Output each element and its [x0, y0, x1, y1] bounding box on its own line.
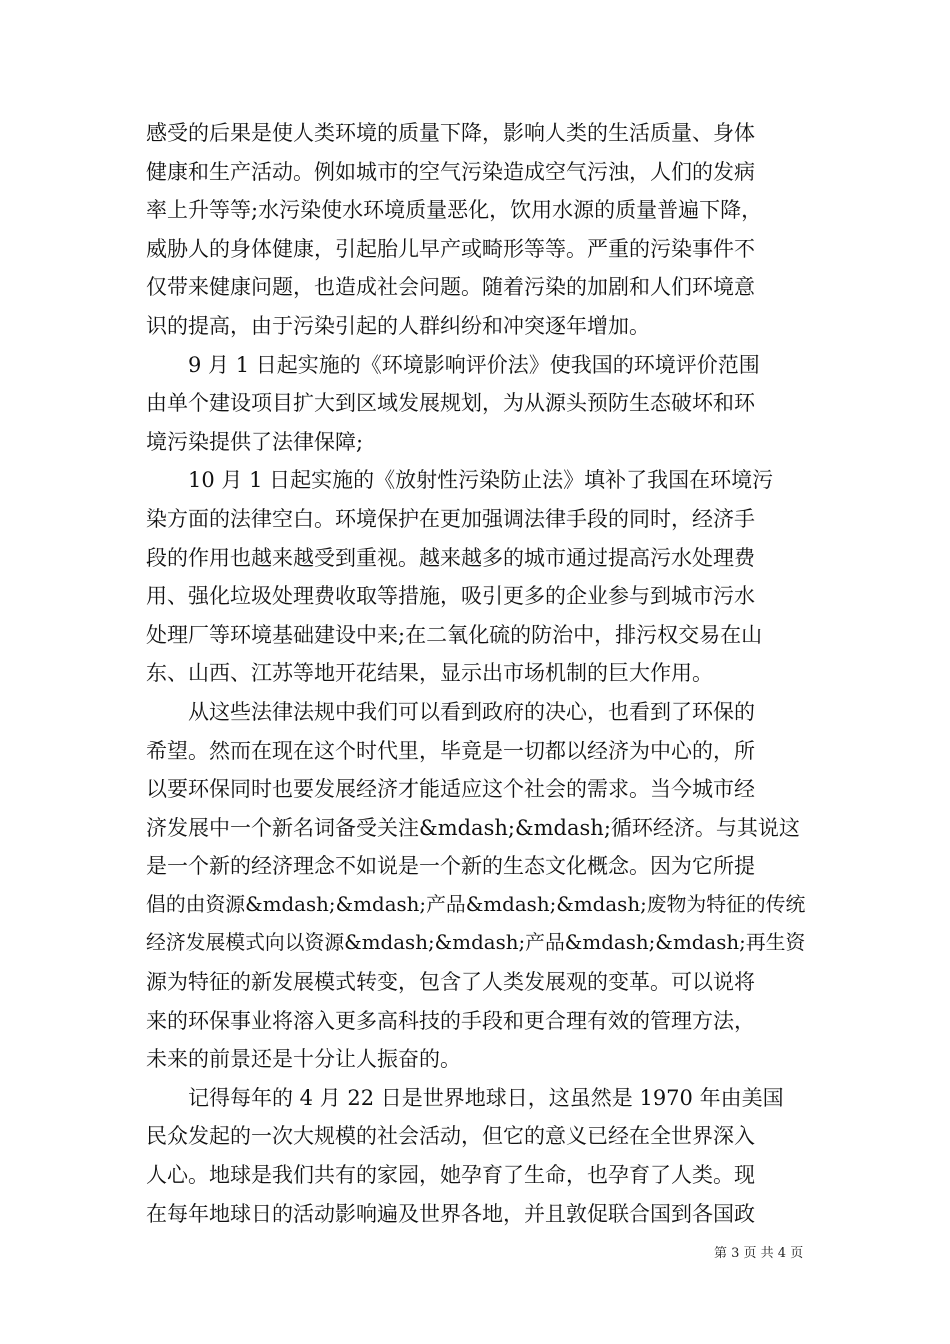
text-line: 9 月 1 日起实施的《环境影响评价法》使我国的环境评价范围 [188, 352, 760, 377]
text-line: 希望。然而在现在这个时代里，毕竟是一切都以经济为中心的，所 [146, 738, 755, 763]
text-line: 处理厂等环境基础建设中来;在二氧化硫的防治中，排污权交易在山 [146, 622, 763, 647]
text-line: 是一个新的经济理念不如说是一个新的生态文化概念。因为它所提 [146, 854, 755, 879]
page-number-footer: 第 3 页 共 4 页 [714, 1246, 804, 1261]
text-line: 识的提高，由于污染引起的人群纠纷和冲突逐年增加。 [146, 313, 650, 338]
text-line: 民众发起的一次大规模的社会活动，但它的意义已经在全世界深入 [146, 1124, 755, 1149]
text-line: 以要环保同时也要发展经济才能适应这个社会的需求。当今城市经 [146, 777, 755, 802]
text-line: 境污染提供了法律保障; [146, 429, 364, 454]
text-line: 率上升等等;水污染使水环境质量恶化，饮用水源的质量普遍下降， [146, 198, 763, 223]
text-line: 段的作用也越来越受到重视。越来越多的城市通过提高污水处理费 [146, 545, 755, 570]
text-line: 由单个建设项目扩大到区域发展规划，为从源头预防生态破坏和环 [146, 391, 755, 416]
text-line: 在每年地球日的活动影响遍及世界各地，并且敦促联合国到各国政 [146, 1201, 755, 1226]
text-line: 染方面的法律空白。环境保护在更加强调法律手段的同时，经济手 [146, 506, 755, 531]
text-line: 记得每年的 4 月 22 日是世界地球日，这虽然是 1970 年由美国 [188, 1085, 784, 1110]
text-line: 从这些法律法规中我们可以看到政府的决心，也看到了环保的 [188, 699, 755, 724]
text-line: 10 月 1 日起实施的《放射性污染防止法》填补了我国在环境污 [188, 468, 774, 493]
text-line: 东、山西、江苏等地开花结果，显示出市场机制的巨大作用。 [146, 661, 713, 686]
text-line: 源为特征的新发展模式转变，包含了人类发展观的变革。可以说将 [146, 970, 755, 995]
text-line: 经济发展模式向以资源&mdash;&mdash;产品&mdash;&mdash;再生资 [146, 931, 806, 955]
text-line: 未来的前景还是十分让人振奋的。 [146, 1047, 461, 1072]
text-line: 仅带来健康问题，也造成社会问题。随着污染的加剧和人们环境意 [146, 275, 755, 300]
text-line: 健康和生产活动。例如城市的空气污染造成空气污浊，人们的发病 [146, 159, 755, 184]
text-line: 来的环保事业将溶入更多高科技的手段和更合理有效的管理方法， [146, 1008, 755, 1033]
text-line: 济发展中一个新名词备受关注&mdash;&mdash;循环经济。与其说这 [146, 815, 800, 840]
document-body [146, 114, 806, 1233]
text-line: 威胁人的身体健康，引起胎儿早产或畸形等等。严重的污染事件不 [146, 236, 755, 261]
text-line: 倡的由资源&mdash;&mdash;产品&mdash;&mdash;废物为特征的传统 [146, 892, 806, 916]
text-line: 人心。地球是我们共有的家园，她孕育了生命，也孕育了人类。现 [146, 1163, 755, 1188]
text-line: 感受的后果是使人类环境的质量下降，影响人类的生活质量、身体 [146, 121, 755, 145]
text-line: 用、强化垃圾处理费收取等措施，吸引更多的企业参与到城市污水 [146, 584, 755, 609]
